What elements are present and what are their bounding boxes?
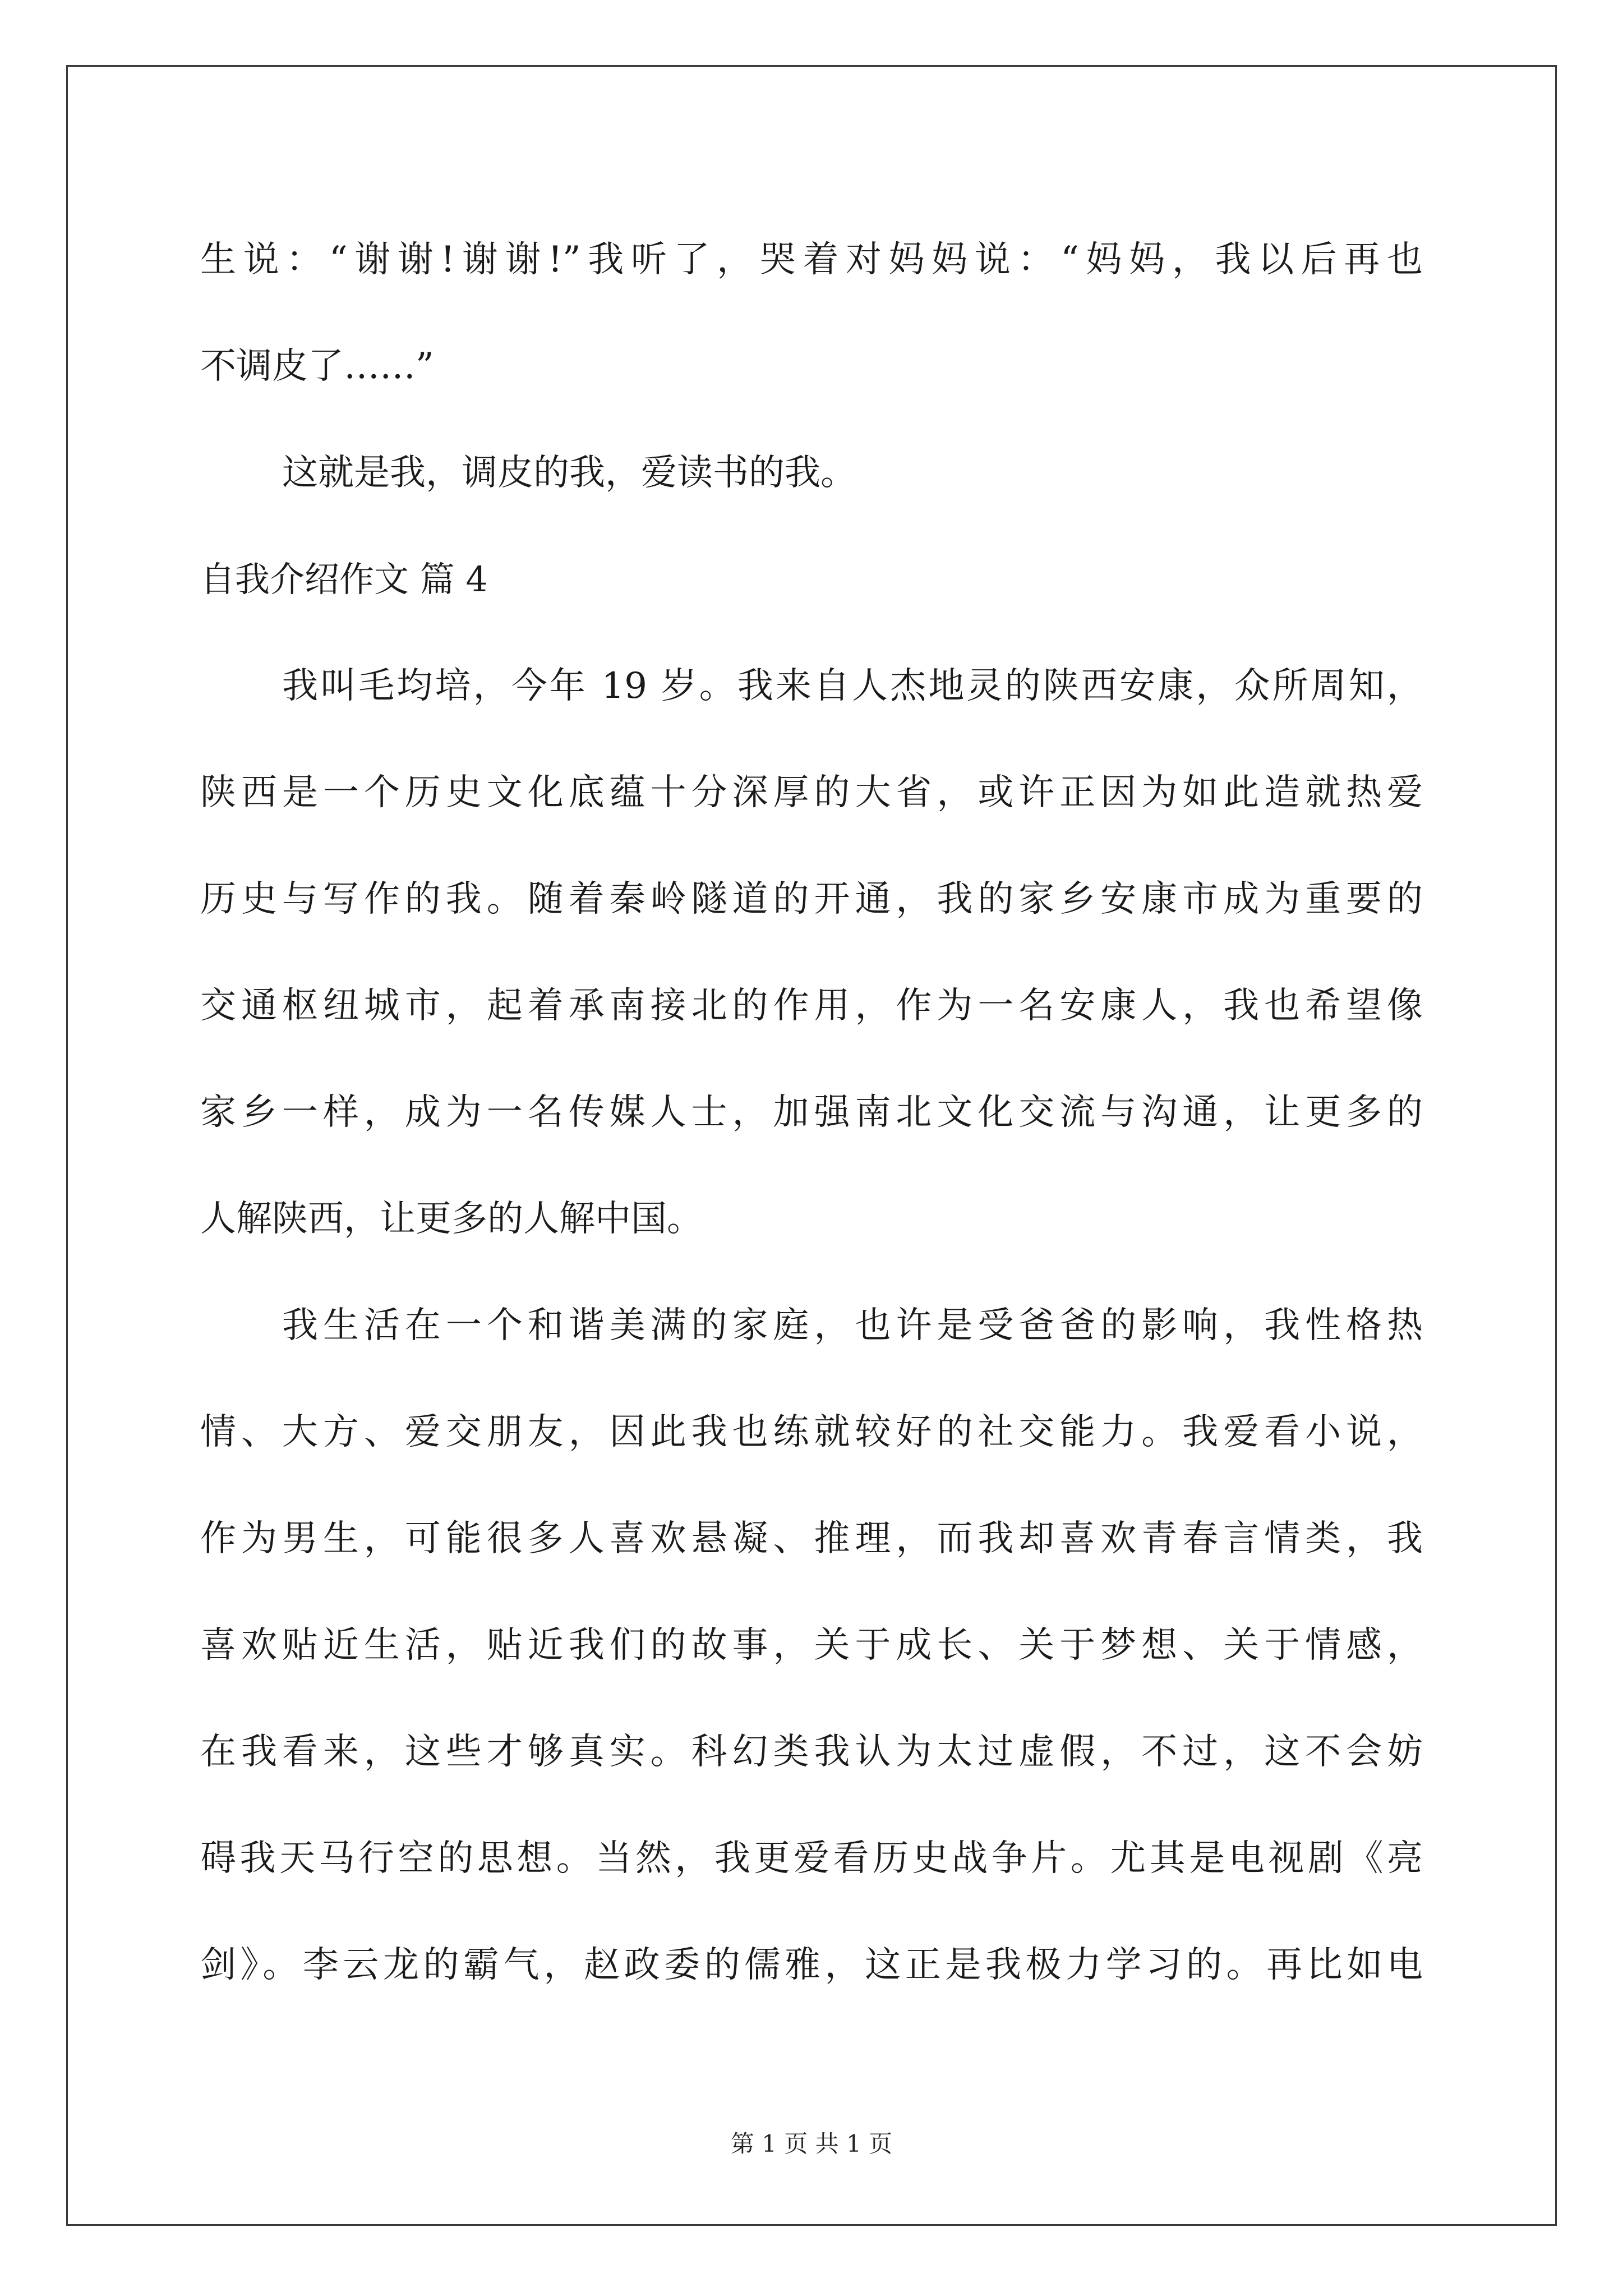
- page-footer: 第 1 页 共 1 页: [730, 2130, 893, 2157]
- text-line: 我生活在一个和谐美满的家庭，也许是受爸爸的影响，我性格热: [282, 1305, 1423, 1346]
- text-line: 家乡一样，成为一名传媒人士，加强南北文化交流与沟通，让更多的: [200, 1092, 1423, 1133]
- document-body: [200, 206, 1423, 2018]
- text-line: 不调皮了……”: [200, 346, 434, 387]
- text-line: 陕西是一个历史文化底蕴十分深厚的大省，或许正因为如此造就热爱: [200, 772, 1423, 813]
- text-line: 碍我天马行空的思想。当然，我更爱看历史战争片。尤其是电视剧《亮: [200, 1838, 1423, 1879]
- text-line: 我叫毛均培，今年 19 岁。我来自人杰地灵的陕西安康，众所周知，: [282, 665, 1423, 707]
- text-line: 交通枢纽城市，起着承南接北的作用，作为一名安康人，我也希望像: [200, 985, 1423, 1027]
- text-line: 人解陕西，让更多的人解中国。: [200, 1198, 703, 1240]
- text-line: 喜欢贴近生活，贴近我们的故事，关于成长、关于梦想、关于情感，: [200, 1625, 1423, 1666]
- section-heading: 自我介绍作文 篇 4: [200, 559, 488, 600]
- text-line: 这就是我，调皮的我，爱读书的我。: [282, 452, 856, 494]
- text-line: 生说：“谢谢!谢谢!”我听了，哭着对妈妈说：“妈妈，我以后再也: [200, 239, 1423, 280]
- text-line: 作为男生，可能很多人喜欢悬凝、推理，而我却喜欢青春言情类，我: [200, 1518, 1423, 1559]
- text-line: 在我看来，这些才够真实。科幻类我认为太过虚假，不过，这不会妨: [200, 1731, 1423, 1773]
- text-line: 历史与写作的我。随着秦岭隧道的开通，我的家乡安康市成为重要的: [200, 878, 1423, 920]
- text-line: 情、大方、爱交朋友，因此我也练就较好的社交能力。我爱看小说，: [200, 1411, 1423, 1453]
- text-line: 剑》。李云龙的霸气，赵政委的儒雅，这正是我极力学习的。再比如电: [200, 1944, 1423, 1986]
